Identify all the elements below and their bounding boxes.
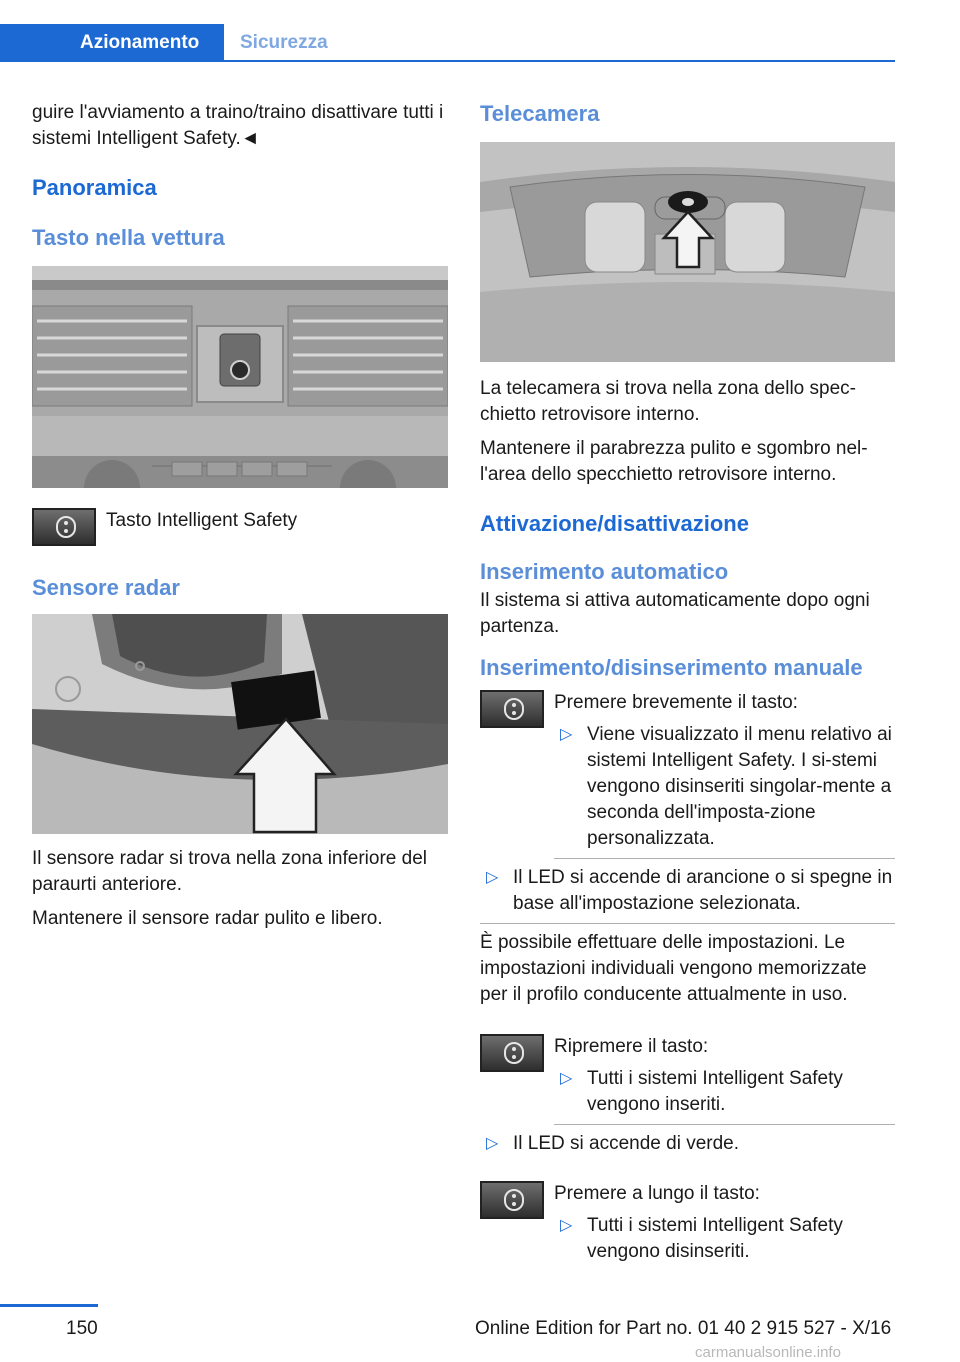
step-short-press-list (554, 722, 895, 859)
button-image-long-press (480, 1181, 544, 1219)
step-press-again-list (554, 1066, 895, 1125)
watermark: carmanualsonline.info (695, 1344, 841, 1361)
edition-note: Online Edition for Part no. 01 40 2 915 527 - X/16 (475, 1318, 892, 1339)
list-item: ▷ Il LED si accende di arancione o si spegne in base all'impostazione selezionata. (480, 865, 895, 924)
button-image-press-again (480, 1034, 544, 1072)
step-long-press (480, 1181, 895, 1277)
list-item: ▷ Tutti i sistemi Intelligent Safety vengono inseriti. (554, 1066, 895, 1125)
intelligent-safety-icon (504, 1042, 524, 1064)
heading-sensore-radar: Sensore radar (32, 575, 180, 600)
camera-paragraph-1: La telecamera si trova nella zona dello spec-chietto retrovisore interno. (480, 378, 856, 425)
bullet-triangle-icon: ▷ (560, 1217, 573, 1234)
heading-inserimento-manuale: Inserimento/disinserimento manuale (480, 655, 863, 680)
intelligent-safety-button-image (32, 508, 96, 546)
radar-paragraph-1: Il sensore radar si trova nella zona inferiore del paraurti anteriore. (32, 848, 427, 895)
heading-inserimento-automatico: Inserimento automatico (480, 559, 729, 584)
tab-sicurezza[interactable]: Sicurezza (240, 32, 328, 53)
step-long-press-list (554, 1213, 895, 1271)
step-press-again (480, 1034, 895, 1131)
intro-paragraph: guire l'avviamento a traino/traino disattivare tutti i sistemi Intelligent Safety.◄ (32, 102, 444, 149)
step-press-again-text: Ripremere il tasto: (554, 1036, 709, 1057)
button-legend (32, 508, 448, 546)
led-list-1 (480, 865, 895, 924)
list-item: ▷ Tutti i sistemi Intelligent Safety vengono disinseriti. (560, 1215, 843, 1262)
settings-paragraph: È possibile effettuare delle impostazioni. Le impostazioni individuali vengono memorizzate per il profilo conducente attualmente in uso. (480, 932, 867, 1005)
step-short-press (480, 690, 895, 865)
step-short-press-text: Premere brevemente il tasto: (554, 692, 798, 713)
tab-azionamento[interactable]: Azionamento (0, 24, 224, 62)
bullet-triangle-icon: ▷ (486, 1135, 499, 1152)
footer-rule (0, 1304, 98, 1307)
intelligent-safety-icon (56, 516, 76, 538)
list-item: ▷ Il LED si accende di verde. (480, 1131, 895, 1163)
heading-tasto-vettura: Tasto nella vettura (32, 225, 225, 250)
left-column (32, 100, 448, 940)
bullet-triangle-icon: ▷ (486, 869, 499, 886)
chapter-tabbar (0, 24, 895, 62)
radar-sensor-photo (32, 614, 448, 834)
button-caption: Tasto Intelligent Safety (106, 510, 298, 531)
button-image-short-press (480, 690, 544, 728)
camera-photo (480, 142, 895, 362)
heading-panoramica: Panoramica (32, 175, 157, 200)
radar-paragraph-2: Mantenere il sensore radar pulito e libero. (32, 908, 383, 929)
bullet-triangle-icon: ▷ (560, 726, 573, 743)
list-item: ▷ Viene visualizzato il menu relativo ai sistemi Intelligent Safety. I si-stemi vengono disinseriti singolar-mente a seconda dell'imposta-zione personalizzata. (554, 722, 895, 859)
led-list-2 (480, 1131, 895, 1163)
heading-attivazione: Attivazione/disattivazione (480, 511, 749, 536)
intelligent-safety-icon (504, 698, 524, 720)
intelligent-safety-icon (504, 1189, 524, 1211)
dashboard-photo (32, 266, 448, 488)
bullet-triangle-icon: ▷ (560, 1070, 573, 1087)
page-number: 150 (66, 1318, 98, 1339)
auto-paragraph: Il sistema si attiva automaticamente dopo ogni partenza. (480, 590, 870, 637)
step-long-press-text: Premere a lungo il tasto: (554, 1183, 760, 1204)
right-column (480, 100, 895, 1277)
heading-telecamera: Telecamera (480, 101, 600, 126)
camera-paragraph-2: Mantenere il parabrezza pulito e sgombro nel-l'area dello specchietto retrovisore interno. (480, 438, 868, 485)
